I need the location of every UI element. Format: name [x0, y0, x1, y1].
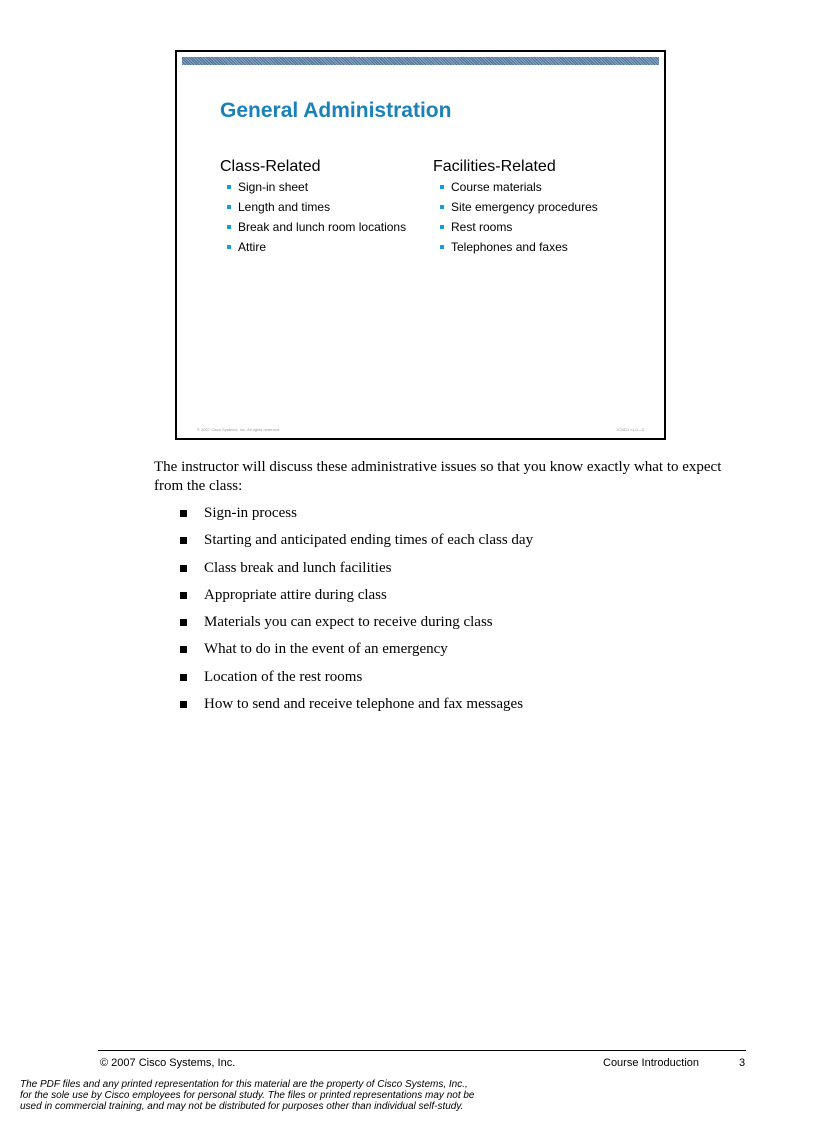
list-item: What to do in the event of an emergency [180, 640, 533, 667]
list-item: Appropriate attire during class [180, 586, 533, 613]
list-item: Location of the rest rooms [180, 668, 533, 695]
bullet-icon [440, 245, 444, 249]
bullet-icon [440, 185, 444, 189]
disclaimer-line: The PDF files and any printed representation for this material are the property of Cisco Systems, Inc., [20, 1079, 468, 1090]
list-item: Break and lunch room locations [220, 220, 406, 240]
list-item: Course materials [433, 180, 598, 200]
list-item: Sign-in process [180, 504, 533, 531]
facilities-related-list [433, 180, 598, 260]
list-item: Starting and anticipated ending times of each class day [180, 531, 533, 558]
slide-copyright: © 2007 Cisco Systems, Inc. All rights reserved. [197, 427, 281, 432]
facilities-related-column [433, 157, 598, 260]
list-item: Telephones and faxes [433, 240, 598, 260]
list-item: Attire [220, 240, 406, 260]
footer-divider [98, 1050, 746, 1051]
disclaimer-line: for the sole use by Cisco employees for personal study. The files or printed representations may not be [20, 1090, 475, 1101]
bullet-icon [180, 592, 187, 599]
bullet-icon [180, 537, 187, 544]
bullet-icon [180, 701, 187, 708]
bullet-icon [440, 225, 444, 229]
bullet-list [180, 504, 533, 722]
slide-image [175, 50, 666, 440]
bullet-icon [180, 510, 187, 517]
list-item: How to send and receive telephone and fax messages [180, 695, 533, 722]
slide-number: ICND1 v1.0—3 [617, 427, 644, 432]
class-related-heading: Class-Related [220, 158, 321, 175]
bullet-icon [180, 674, 187, 681]
list-item: Site emergency procedures [433, 200, 598, 220]
bullet-icon [227, 205, 231, 209]
disclaimer-line: used in commercial training, and may not be distributed for purposes other than individual self-study. [20, 1101, 464, 1112]
list-item: Length and times [220, 200, 406, 220]
list-item: Class break and lunch facilities [180, 559, 533, 586]
disclaimer [20, 1079, 580, 1112]
class-related-column [220, 157, 406, 260]
bullet-icon [180, 619, 187, 626]
bullet-icon [180, 646, 187, 653]
list-item: Materials you can expect to receive during class [180, 613, 533, 640]
bullet-icon [227, 185, 231, 189]
facilities-related-heading: Facilities-Related [433, 158, 556, 175]
list-item: Sign-in sheet [220, 180, 406, 200]
class-related-list [220, 180, 406, 260]
bullet-icon [227, 225, 231, 229]
list-item: Rest rooms [433, 220, 598, 240]
footer-copyright: © 2007 Cisco Systems, Inc. [100, 1057, 236, 1069]
footer-section-title: Course Introduction [603, 1057, 699, 1069]
bullet-icon [227, 245, 231, 249]
bullet-icon [180, 565, 187, 572]
slide-title: General Administration [220, 99, 452, 122]
page-number: 3 [739, 1057, 746, 1069]
bullet-icon [440, 205, 444, 209]
intro-paragraph: The instructor will discuss these administrative issues so that you know exactly what to expect from the class: [154, 459, 722, 494]
slide-header-band [182, 57, 659, 65]
